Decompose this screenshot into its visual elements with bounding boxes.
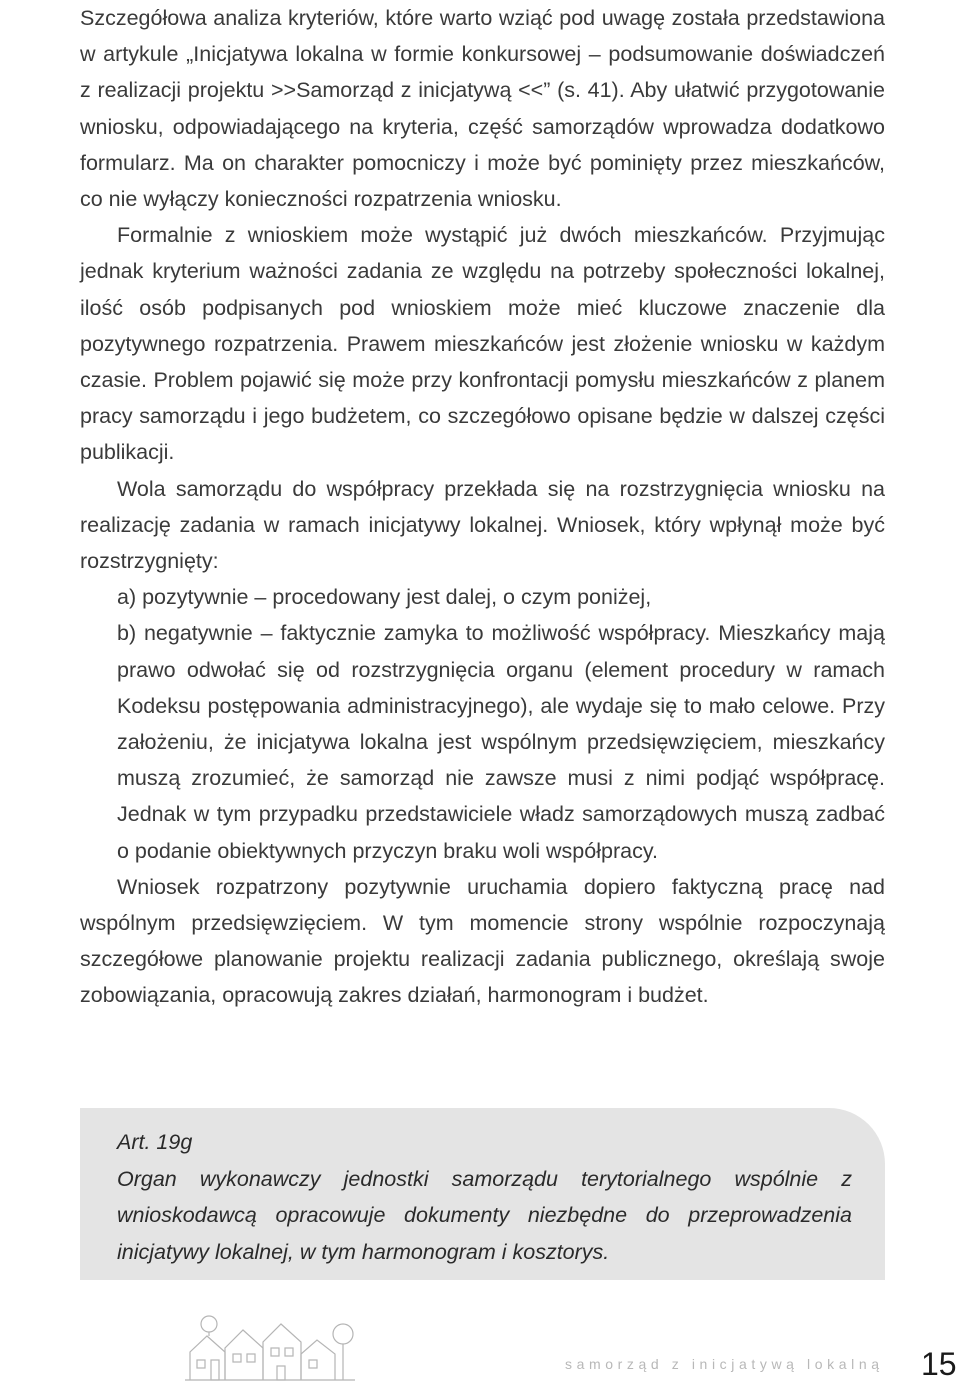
legal-quote (117, 1124, 852, 1270)
list-item-a: a) pozytywnie – procedowany jest dalej, o czym poniżej, (117, 585, 652, 610)
article-body (80, 0, 885, 1014)
footer-tagline: samorząd z inicjatywą lokalną (565, 1356, 884, 1372)
quote-text: Organ wykonawczy jednostki samorządu terytorialnego wspólnie z wnioskodawcą opracowuje dokumenty niezbędne do przeprowadzenia inicjatywy lokalnej, w tym harmonogram i kosztorys. (117, 1166, 852, 1264)
paragraph-closing: Wniosek rozpatrzony pozytywnie uruchamia dopiero faktyczną pracę nad wspólnym przedsięwzięciem. W tym momencie strony wspólnie rozpoczynają szczegółowe planowanie projektu realizacji zadania publicznego, określają swoje zobowiązania, opracowują zakres działań, harmonogram i budżet. (80, 874, 885, 1008)
page-number: 15 (921, 1346, 957, 1382)
houses-trees-icon (185, 1312, 355, 1382)
list-item-b: b) negatywnie – faktycznie zamyka to możliwość współpracy. Mieszkańcy mają prawo odwołać się od rozstrzygnięcia organu (element procedury w ramach Kodeksu postępowania administracyjnego), ale wydaje się to mało celowe. Przy założeniu, że inicjatywa lokalna jest wspólnym przedsięwzięciem, mieszkańcy muszą zrozumieć, że samorząd nie zawsze musi z nimi podjąć współpracę. Jednak w tym przypadku przedstawiciele władz samorządowych muszą zadbać o podanie obiektywnych przyczyn braku woli współpracy. (117, 621, 885, 863)
paragraph-3: Wola samorządu do współpracy przekłada się na rozstrzygnięcia wniosku na realizację zadania w ramach inicjatywy lokalnej. Wniosek, który wpłynął może być rozstrzygnięty: (80, 476, 885, 574)
quote-title: Art. 19g (117, 1130, 193, 1154)
paragraph-2: Formalnie z wnioskiem może wystąpić już dwóch mieszkańców. Przyjmując jednak kryterium ważności zadania ze względu na potrzeby społeczności lokalnej, ilość osób podpisanych pod wnioskiem może mieć kluczowe znaczenie dla pozytywnego rozpatrzenia. Prawem mieszkańców jest złożenie wniosku w każdym czasie. Problem pojawić się może przy konfrontacji pomysłu mieszkańców z planem pracy samorządu i jego budżetem, co szczegółowo opisane będzie w dalszej części publikacji. (80, 223, 885, 465)
paragraph-1: Szczegółowa analiza kryteriów, które warto wziąć pod uwagę została przedstawiona w artykule „Inicjatywa lokalna w formie konkursowej – podsumowanie doświadczeń z realizacji projektu >>Samorząd z inicjatywą <<” (s. 41). Aby ułatwić przygotowanie wniosku, odpowiadającego na kryteria, część samorządów wprowadza dodatkowo formularz. Ma on charakter pomocniczy i może być pominięty przez mieszkańców, co nie wyłączy konieczności rozpatrzenia wniosku. (80, 6, 885, 212)
